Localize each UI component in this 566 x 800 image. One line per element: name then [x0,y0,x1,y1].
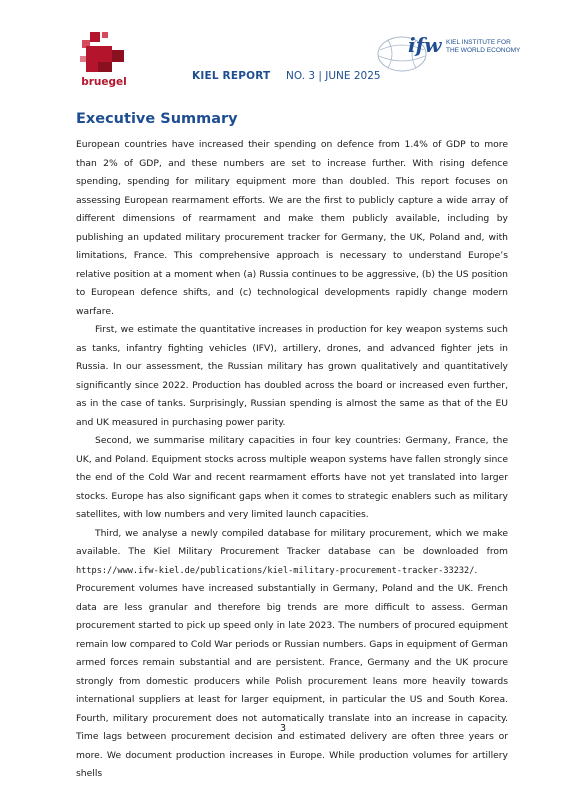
page-header [0,0,566,100]
page-number: 3 [279,723,287,734]
paragraph-4-text-a: Third, we analyse a newly compiled database for military procurement, which we make available. The Kiel Military Procurement Tracker database can be downloaded from [76,527,508,557]
report-label: KIEL REPORT [192,70,271,82]
ifw-logo [376,30,521,74]
paragraph-2: First, we estimate the quantitative increases in production for key weapon systems such as tanks, infantry fighting vehicles (IFV), artillery, drones, and advanced fighter jets in Russia. In our assessment, the Russian military has grown qualitatively and quantitatively significantly since 2022. Production has doubled across the board or increased even further, as in the case of tanks. Surprisingly, Russian spending is almost the same as that of the EU and UK measured in purchasing power parity. [76,324,508,428]
procurement-tracker-link[interactable]: https://www.ifw-kiel.de/publications/kiel-military-procurement-tracker-33232/ [76,565,475,576]
report-number: NO. 3 | JUNE 2025 [286,70,381,82]
paragraph-4 [76,525,508,784]
paragraph-4-text-b: . Procurement volumes have increased substantially in Germany, Poland and the UK. French data are less granular and therefore big trends are more difficult to assess. German procurement started to pick up speed only in late 2023. The numbers of procured equipment remain low compared to Cold War periods or Russian numbers. Gaps in equipment of German armed forces remain substantial and are persistent. France, Germany and the UK procure strongly from domestic producers while Polish procurement leans more heavily towards international suppliers at least for larger equipment, in particular the US and South Korea. Fourth, military procurement does not automatically translate into an increase in capacity. Time lags between procurement decision and estimated delivery are often three years or more. We document production increases in Europe. While production volumes for artillery shells [76,564,508,779]
section-title: Executive Summary [76,111,238,127]
ifw-logo-text: ifw [408,33,442,57]
bruegel-logo-text: bruegel [81,76,127,88]
ifw-institute-line2: THE WORLD ECONOMY [446,47,521,54]
ifw-institute-line1: KIEL INSTITUTE FOR [446,39,511,46]
paragraph-3: Second, we summarise military capacities in four key countries: Germany, France, the UK, and Poland. Equipment stocks across multiple weapon systems have fallen strongly since the end of the Cold War and recent rearmament efforts have not yet translated into larger stocks. Europe has also significant gaps when it comes to strategic enablers such as military satellites, with low numbers and very limited launch capacities. [76,435,508,520]
paragraph-1: European countries have increased their spending on defence from 1.4% of GDP to more than 2% of GDP, and these numbers are set to increase further. With rising defence spending, spending for military equipment more than doubled. This report focuses on assessing European rearmament efforts. We are the first to publicly capture a wide array of different dimensions of rearmament and make them publicly available, including by publishing an updated military procurement tracker for Germany, the UK, Poland and, with limitations, France. This comprehensive approach is necessary to understand Europe’s relative position at a moment when (a) Russia continues to be aggressive, (b) the US position to European defence shifts, and (c) technological developments rapidly change modern warfare. [76,139,508,317]
executive-summary-body [76,136,508,784]
